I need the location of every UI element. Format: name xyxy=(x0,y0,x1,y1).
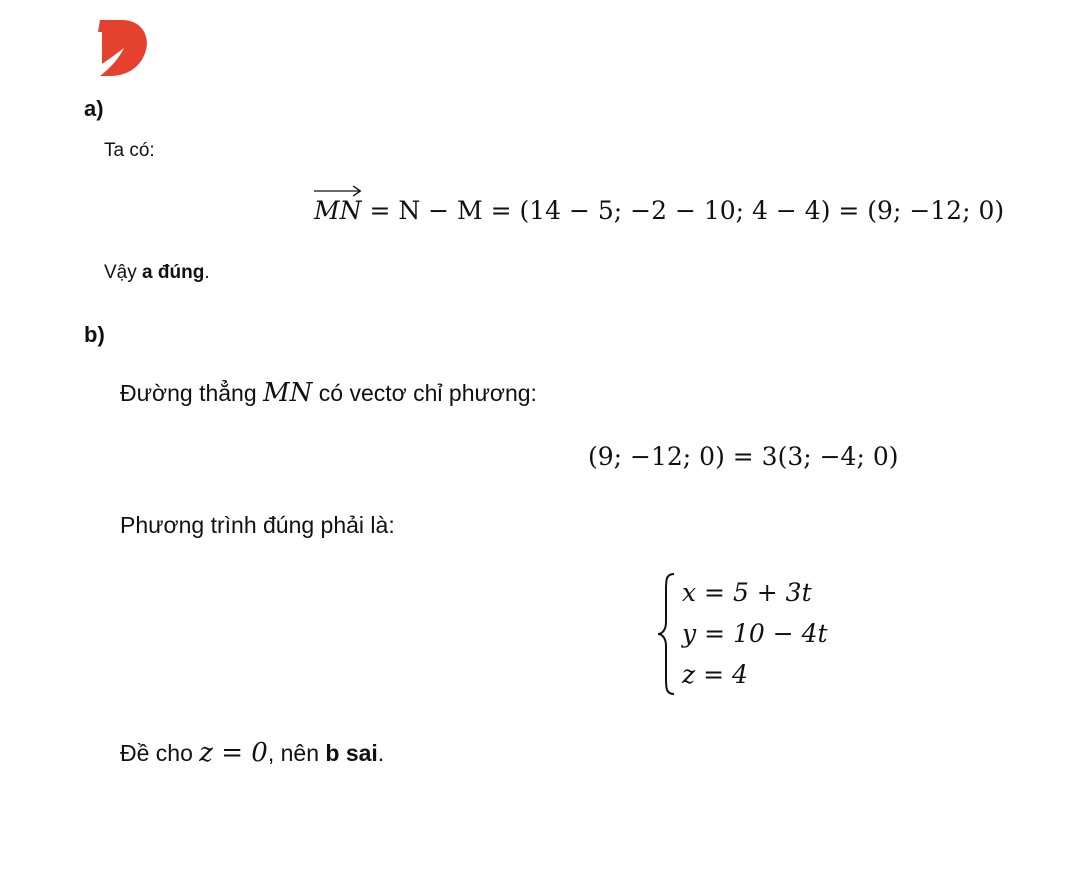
part-a-equation-rhs: = N − M = (14 − 5; −2 − 10; 4 − 4) = (9; −12; 0) xyxy=(369,196,1005,225)
part-b-verdict: b sai xyxy=(325,740,378,766)
parametric-system xyxy=(656,572,828,696)
part-a-conclusion-prefix: Vậy xyxy=(104,262,137,283)
vector-mn xyxy=(314,196,361,225)
part-b-conclusion-mid: , nên xyxy=(267,740,319,766)
line-mn-math: MN xyxy=(263,378,313,408)
z-equals-zero-math: z = 0 xyxy=(199,738,268,768)
part-b-line1-prefix: Đường thẳng xyxy=(120,380,257,406)
red-d-logo-icon xyxy=(96,18,150,78)
part-a-equation xyxy=(314,196,1004,225)
part-a-label: a) xyxy=(84,96,104,121)
part-a-verdict: a đúng xyxy=(142,262,205,283)
system-line-y: y = 10 − 4t xyxy=(682,619,828,648)
part-a-intro: Ta có: xyxy=(104,140,155,161)
vector-mn-letters: MN xyxy=(314,196,362,225)
part-b-conclusion xyxy=(120,738,384,768)
system-lines xyxy=(682,575,828,693)
part-b-conclusion-prefix: Đề cho xyxy=(120,740,193,766)
direction-vector-equation: (9; −12; 0) = 3(3; −4; 0) xyxy=(588,442,899,471)
part-b-line1 xyxy=(120,378,537,408)
part-b-label: b) xyxy=(84,322,105,347)
part-b-line1-suffix: có vectơ chỉ phương: xyxy=(318,380,537,406)
part-a-conclusion-suffix: . xyxy=(204,262,210,283)
part-a-conclusion xyxy=(104,262,210,284)
system-line-x: x = 5 + 3t xyxy=(682,578,812,607)
part-b-conclusion-suffix: . xyxy=(377,740,385,766)
vector-arrow-icon xyxy=(314,184,361,196)
left-brace-icon xyxy=(656,572,678,696)
part-b-line2: Phương trình đúng phải là: xyxy=(120,512,395,538)
system-line-z: z = 4 xyxy=(682,660,748,689)
